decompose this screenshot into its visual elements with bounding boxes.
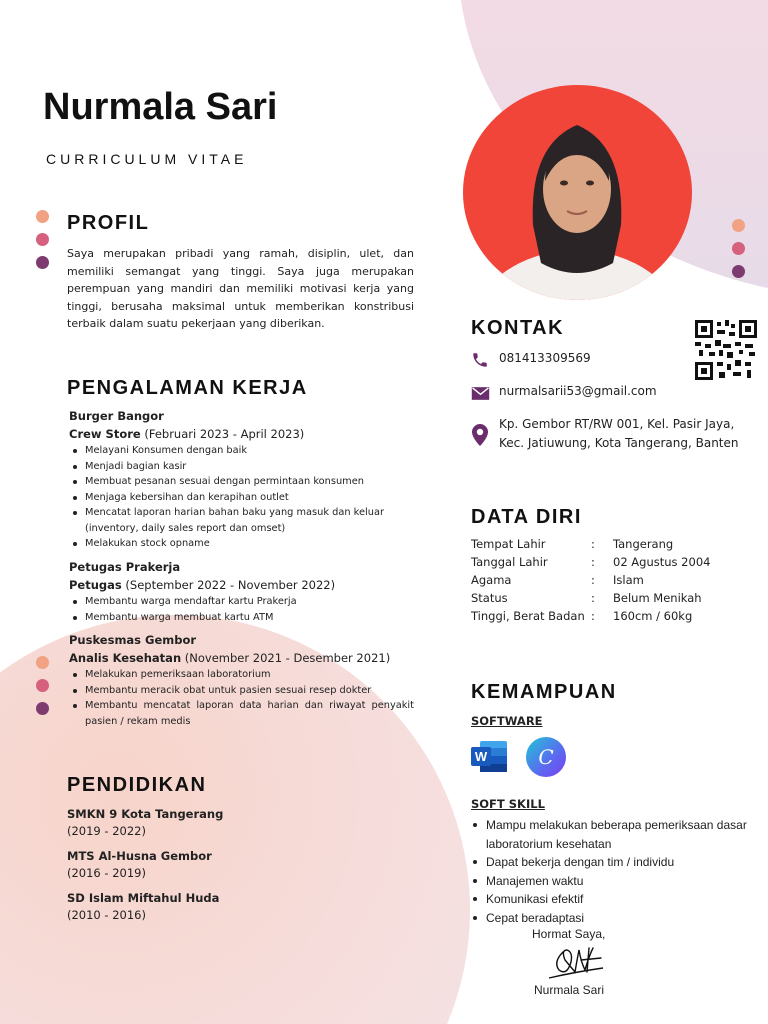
education-years: (2019 - 2022)	[67, 824, 146, 838]
experience-heading: PENGALAMAN KERJA	[67, 377, 308, 399]
education-years: (2016 - 2019)	[67, 866, 146, 880]
job-role: Crew Store	[69, 427, 141, 441]
canva-letter: C	[538, 745, 554, 769]
row-value: Belum Menikah	[613, 591, 702, 605]
job-entry-1	[69, 408, 419, 552]
job-task-list	[69, 594, 419, 625]
row-colon: :	[591, 591, 595, 605]
education-school: SD Islam Miftahul Huda	[67, 891, 220, 905]
row-label: Tanggal Lahir	[471, 555, 548, 569]
list-item: Menjadi bagian kasir	[69, 459, 414, 475]
row-colon: :	[591, 573, 595, 587]
row-value: Tangerang	[613, 537, 674, 551]
mail-icon	[471, 386, 491, 406]
education-list	[67, 806, 223, 924]
personal-data-heading: DATA DIRI	[471, 506, 582, 528]
contact-heading: KONTAK	[471, 317, 565, 339]
job-company: Puskesmas Gembor	[69, 633, 197, 647]
list-item: Komunikasi efektif	[471, 890, 761, 909]
list-item: Dapat bekerja dengan tim / individu	[471, 853, 761, 872]
contact-address	[499, 415, 739, 453]
canva-icon	[526, 737, 566, 777]
list-item: Melayani Konsumen dengan baik	[69, 443, 414, 459]
row-colon: :	[591, 609, 595, 623]
personal-row-birthdate	[471, 555, 710, 569]
list-item: Manajemen waktu	[471, 872, 761, 891]
row-value: 02 Agustus 2004	[613, 555, 711, 569]
job-period: (September 2022 - November 2022)	[125, 578, 336, 592]
decorative-dots-lower	[36, 656, 50, 725]
list-item: Membantu warga membuat kartu ATM	[69, 610, 419, 626]
personal-row-birthplace	[471, 537, 673, 551]
row-value: 160cm / 60kg	[613, 609, 693, 623]
list-item: Membuat pesanan sesuai dengan permintaan konsumen	[69, 474, 414, 490]
list-item	[67, 848, 223, 882]
profile-heading: PROFIL	[67, 212, 150, 234]
personal-row-status	[471, 591, 702, 605]
skills-heading: KEMAMPUAN	[471, 681, 617, 703]
list-item	[67, 890, 223, 924]
list-item: Membantu mencatat laporan data harian dan riwayat penyakit pasien / rekam medis	[69, 698, 414, 729]
job-company: Burger Bangor	[69, 409, 164, 423]
job-task-list	[69, 667, 414, 729]
address-line-1: Kp. Gembor RT/RW 001, Kel. Pasir Jaya,	[499, 417, 735, 431]
job-period: (Februari 2023 - April 2023)	[144, 427, 305, 441]
job-role: Analis Kesehatan	[69, 651, 182, 665]
soft-skill-list	[471, 816, 761, 927]
list-item: Membantu warga mendaftar kartu Prakerja	[69, 594, 419, 610]
decorative-dots-right	[732, 219, 746, 288]
list-item	[67, 806, 223, 840]
soft-skill-heading: SOFT SKILL	[471, 797, 545, 811]
job-entry-2	[69, 559, 419, 625]
list-item: Melakukan stock opname	[69, 536, 414, 552]
closing-name: Nurmala Sari	[534, 983, 605, 997]
education-heading: PENDIDIKAN	[67, 774, 207, 796]
address-line-2: Kec. Jatiuwung, Kota Tangerang, Banten	[499, 436, 739, 450]
candidate-name: Nurmala Sari	[43, 86, 278, 128]
row-colon: :	[591, 555, 595, 569]
signature	[545, 942, 607, 982]
row-label: Tempat Lahir	[471, 537, 546, 551]
personal-row-religion	[471, 573, 644, 587]
contact-phone[interactable]: 081413309569	[499, 351, 591, 365]
list-item: Cepat beradaptasi	[471, 909, 761, 928]
list-item: Melakukan pemeriksaan laboratorium	[69, 667, 414, 683]
closing-greeting: Hormat Saya,	[532, 927, 606, 941]
location-pin-icon	[472, 424, 492, 444]
word-icon	[470, 739, 508, 774]
phone-icon	[471, 351, 491, 371]
document-subtitle: CURRICULUM VITAE	[46, 151, 248, 167]
list-item: Membantu meracik obat untuk pasien sesuai resep dokter	[69, 683, 414, 699]
personal-row-height-weight	[471, 609, 692, 623]
job-role-line	[69, 425, 419, 443]
row-colon: :	[591, 537, 595, 551]
list-item: Menjaga kebersihan dan kerapihan outlet	[69, 490, 414, 506]
job-role: Petugas	[69, 578, 122, 592]
job-task-list	[69, 443, 414, 552]
list-item: Mampu melakukan beberapa pemeriksaan dasar laboratorium kesehatan	[471, 816, 761, 853]
software-heading: SOFTWARE	[471, 714, 543, 728]
contact-email[interactable]: nurmalsarii53@gmail.com	[499, 384, 657, 398]
job-company: Petugas Prakerja	[69, 560, 181, 574]
job-entry-3	[69, 632, 419, 729]
word-letter: W	[474, 749, 488, 764]
job-role-line	[69, 649, 419, 667]
row-label: Status	[471, 591, 508, 605]
decorative-dots-profile	[36, 210, 50, 279]
education-school: MTS Al-Husna Gembor	[67, 849, 212, 863]
job-period: (November 2021 - Desember 2021)	[184, 651, 391, 665]
education-school: SMKN 9 Kota Tangerang	[67, 807, 224, 821]
education-years: (2010 - 2016)	[67, 908, 146, 922]
qr-code-icon[interactable]	[695, 320, 757, 380]
profile-photo	[463, 85, 692, 300]
list-item: Mencatat laporan harian bahan baku yang masuk dan keluar (inventory, daily sales report dan omset)	[69, 505, 414, 536]
row-label: Tinggi, Berat Badan	[471, 609, 585, 623]
profile-text: Saya merupakan pribadi yang ramah, disiplin, ulet, dan memiliki semangat yang tinggi. Saya juga merupakan perempuan yang mandiri dan memiliki motivasi kerja yang tinggi, berusaha maksimal untuk memberikan konstribusi terbaik dalam suatu pekerjaan yang diberikan.	[67, 247, 414, 330]
row-label: Agama	[471, 573, 512, 587]
job-role-line	[69, 576, 419, 594]
row-value: Islam	[613, 573, 644, 587]
